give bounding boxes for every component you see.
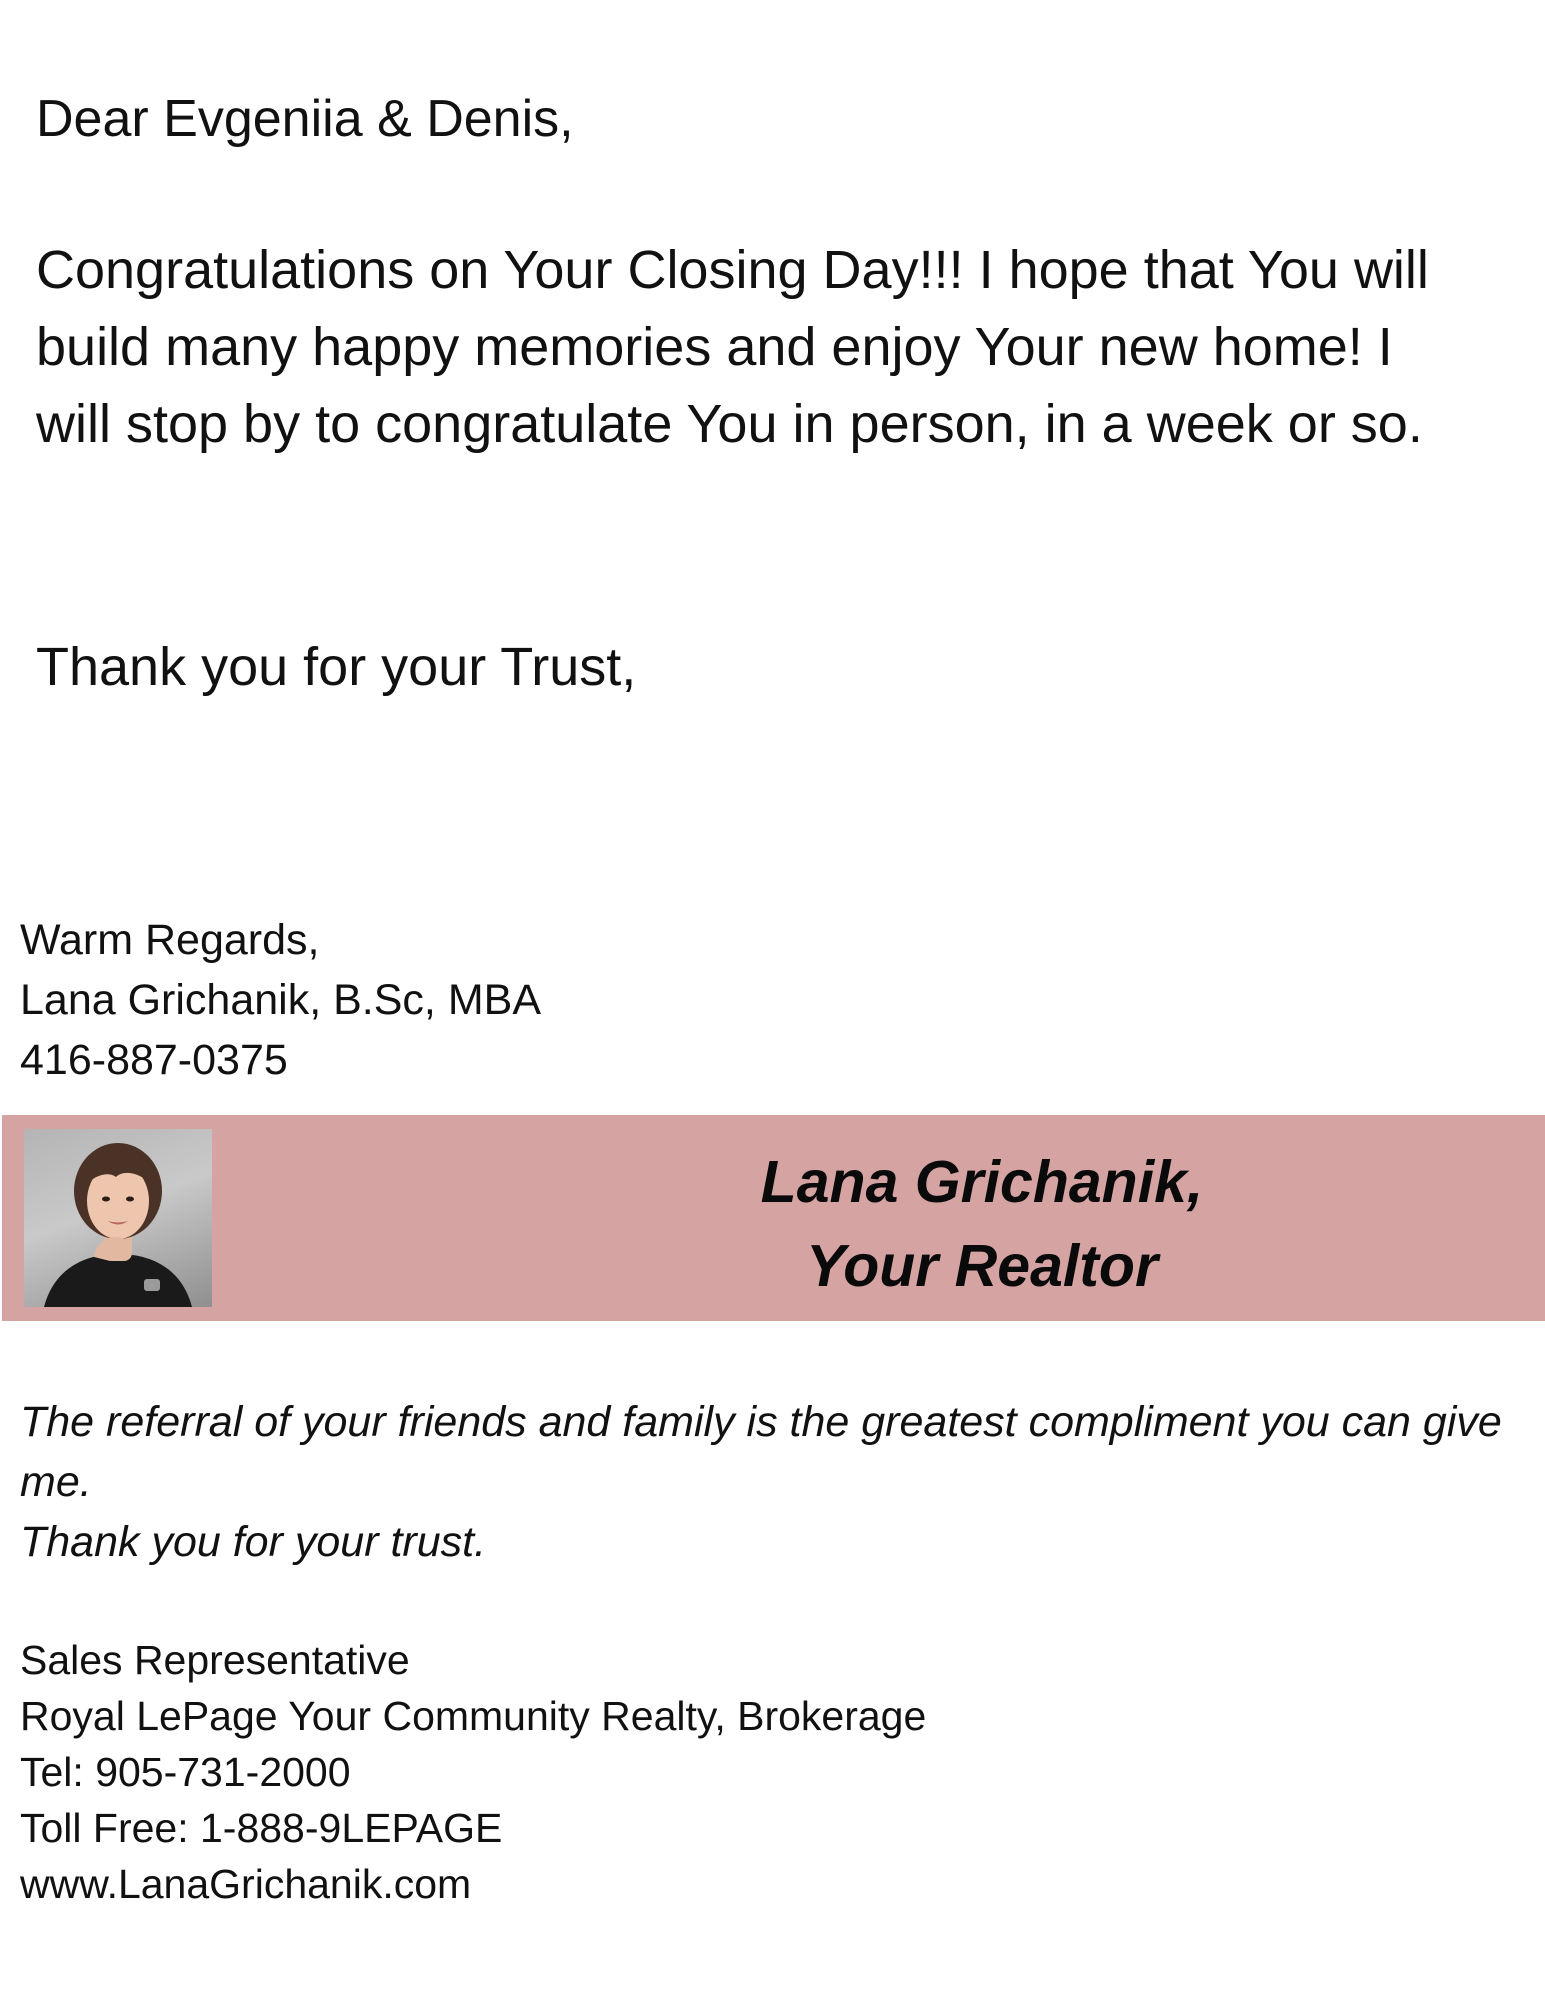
signoff-closing: Warm Regards, bbox=[20, 916, 320, 964]
message-line: Congratulations on Your Closing Day!!! I hope that You will bbox=[36, 240, 1429, 300]
signoff-block bbox=[20, 910, 541, 1090]
contact-block bbox=[20, 1632, 926, 1912]
message-line: build many happy memories and enjoy Your new home! I bbox=[36, 317, 1393, 377]
portrait-illustration bbox=[24, 1129, 212, 1307]
letter-thanks: Thank you for your Trust, bbox=[36, 637, 637, 697]
realtor-portrait-photo bbox=[24, 1129, 212, 1307]
contact-tel: Tel: 905-731-2000 bbox=[20, 1749, 351, 1795]
signoff-phone: 416-887-0375 bbox=[20, 1036, 288, 1084]
banner-title-role: Your Realtor bbox=[806, 1233, 1158, 1299]
banner-title-name: Lana Grichanik, bbox=[760, 1149, 1204, 1215]
contact-website: www.LanaGrichanik.com bbox=[20, 1861, 472, 1907]
message-line: will stop by to congratulate You in person, in a week or so. bbox=[36, 394, 1423, 454]
referral-note bbox=[20, 1392, 1520, 1572]
contact-toll-free: Toll Free: 1-888-9LEPAGE bbox=[20, 1805, 503, 1851]
letter-message bbox=[36, 232, 1516, 463]
banner-title bbox=[722, 1140, 1242, 1308]
referral-thanks: Thank you for your trust. bbox=[20, 1518, 487, 1566]
contact-role: Sales Representative bbox=[20, 1637, 410, 1683]
realtor-banner bbox=[2, 1115, 1545, 1321]
letter-greeting: Dear Evgeniia & Denis, bbox=[36, 90, 574, 148]
contact-brokerage: Royal LePage Your Community Realty, Brokerage bbox=[20, 1693, 927, 1739]
signoff-name: Lana Grichanik, B.Sc, MBA bbox=[20, 976, 541, 1024]
referral-line: The referral of your friends and family is the greatest compliment you can give bbox=[20, 1398, 1502, 1446]
referral-line: me. bbox=[20, 1458, 92, 1506]
